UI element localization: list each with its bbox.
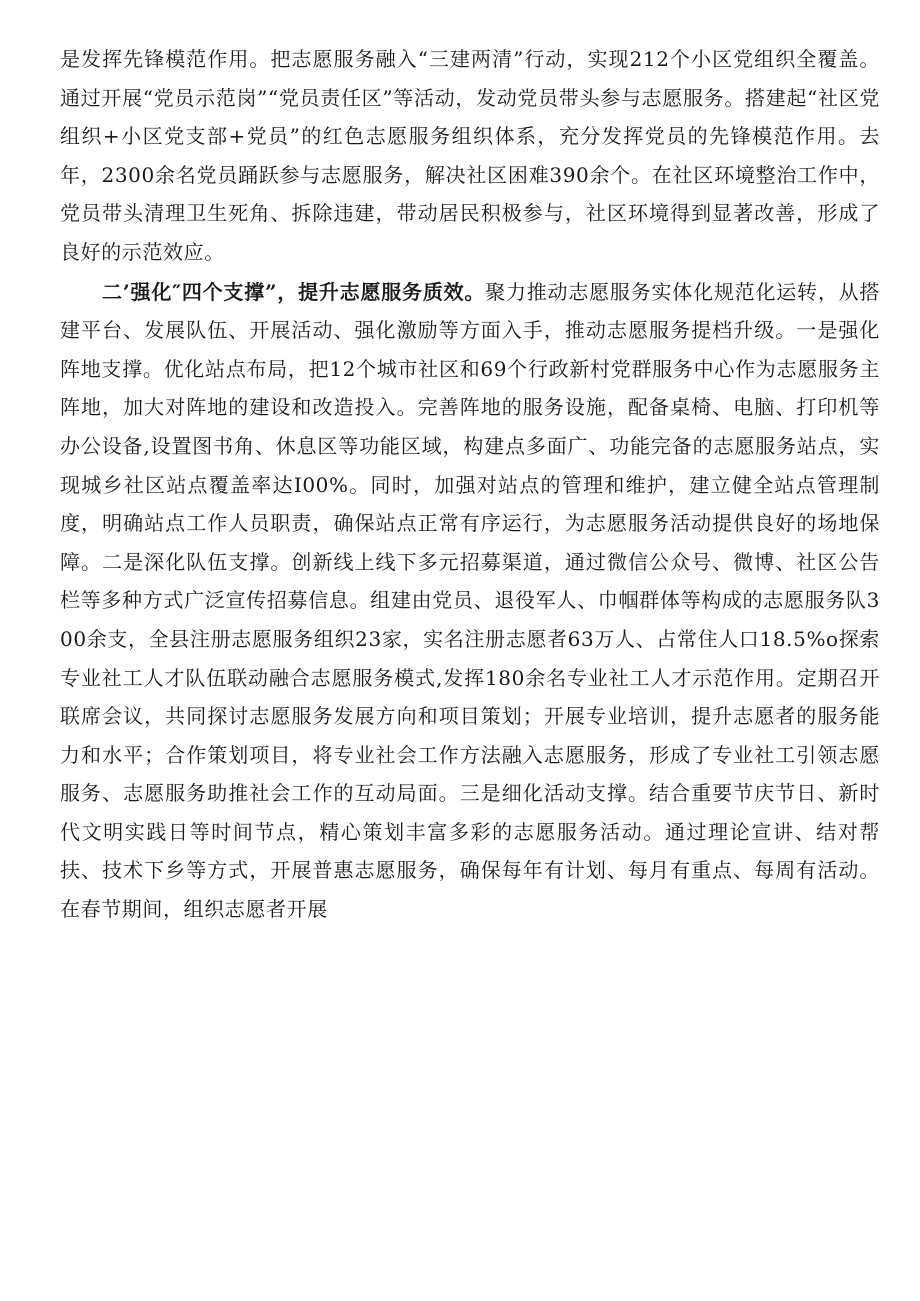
section-body: 聚力推动志愿服务实体化规范化运转，从搭建平台、发展队伍、开展活动、强化激励等方面入手，推动志愿服务提档升级。一是强化阵地支撑。优化站点布局，把12个城市社区和69个行政新村党群服务中心作为志愿服务主阵地，加大对阵地的建设和改造投入。完善阵地的服务设施，配备桌椅、电脑、打印机等办公设备,设置图书角、休息区等功能区域，构建点多面广、功能完备的志愿服务站点，实现城乡社区站点覆盖率达I00%。同时，加强对站点的管理和维护，建立健全站点管理制度，明确站点工作人员职责，确保站点正常有序运行，为志愿服务活动提供良好的场地保障。二是深化队伍支撑。创新线上线下多元招募渠道，通过微信公众号、微博、社区公告栏等多种方式广泛宣传招募信息。组建由党员、退役军人、巾帼群体等构成的志愿服务队300余支，全县注册志愿服务组织23家，实名注册志愿者63万人、占常住人口18.5%o探索专业社工人才队伍联动融合志愿服务模式,发挥180余名专业社工人才示范作用。定期召开联席会议，共同探讨志愿服务发展方向和项目策划；开展专业培训，提升志愿者的服务能力和水平；合作策划项目，将专业社会工作方法融入志愿服务，形成了专业社工引领志愿服务、志愿服务助推社会工作的互动局面。三是细化活动支撑。结合重要节庆节日、新时代文明实践日等时间节点，精心策划丰富多彩的志愿服务活动。通过理论宣讲、结对帮扶、技术下乡等方式，开展普惠志愿服务，确保每年有计划、每月有重点、每周有活动。在春节期间，组织志愿者开展 bbox=[60, 279, 880, 922]
paragraph-four-supports bbox=[60, 273, 880, 929]
section-heading: 二’强化″四个支撑”，提升志愿服务质效。 bbox=[102, 279, 486, 304]
document-page bbox=[60, 40, 880, 929]
paragraph-party-members: 是发挥先锋模范作用。把志愿服务融入“三建两清”行动，实现212个小区党组织全覆盖。通过开展“党员示范岗”“党员责任区”等活动，发动党员带头参与志愿服务。搭建起“社区党组织+小区党支部+党员”的红色志愿服务组织体系，充分发挥党员的先锋模范作用。去年，2300余名党员踊跃参与志愿服务，解决社区困难390余个。在社区环境整治工作中，党员带头清理卫生死角、拆除违建，带动居民积极参与，社区环境得到显著改善，形成了良好的示范效应。 bbox=[60, 47, 880, 264]
